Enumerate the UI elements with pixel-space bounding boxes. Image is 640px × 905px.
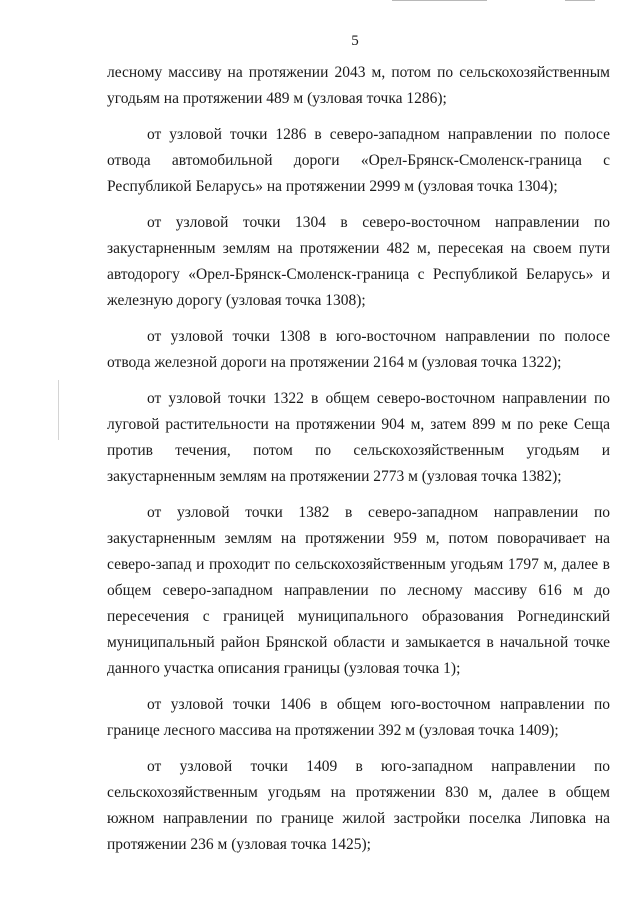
paragraph: от узловой точки 1322 в общем северо-восточном направлении по луговой растительности на протяжении 904 м, затем 899 м по реке Сеща против течения, потом по сельскохозяйственным угодьям и закустарненным землям на протяжении 2773 м (узловая точка 1382); — [107, 390, 610, 485]
paragraph: от узловой точки 1308 в юго-восточном направлении по полосе отвода железной дороги на протяжении 2164 м (узловая точка 1322); — [107, 328, 610, 371]
scan-edge-line — [392, 0, 487, 1]
scan-margin-mark — [58, 380, 59, 440]
paragraph: от узловой точки 1286 в северо-западном направлении по полосе отвода автомобильной дороги «Орел-Брянск-Смоленск-граница с Республикой Беларусь» на протяжении 2999 м (узловая точка 1304); — [107, 126, 610, 195]
paragraph: от узловой точки 1304 в северо-восточном направлении по закустарненным землям на протяжении 482 м, пересекая на своем пути автодорогу «Орел-Брянск-Смоленск-граница с Республикой Беларусь» и железную дорогу (узловая точка 1308); — [107, 214, 610, 309]
paragraph: от узловой точки 1409 в юго-западном направлении по сельскохозяйственным угодьям на протяжении 830 м, далее в общем южном направлении по границе жилой застройки поселка Липовка на протяжении 236 м (узловая точка 1425); — [107, 758, 610, 853]
scan-edge-line — [565, 0, 595, 1]
page-number: 5 — [351, 33, 359, 49]
paragraph: от узловой точки 1382 в северо-западном направлении по закустарненным землям на протяжении 959 м, потом поворачивает на северо-запад и проходит по сельскохозяйственным угодьям 1797 м, далее в общем северо-западном направлении по лесному массиву 616 м до пересечения с границей муниципального образования Рогнединский муниципальный район Брянской области и замыкается в начальной точке данного участка описания границы (узловая точка 1); — [107, 504, 610, 677]
paragraph: от узловой точки 1406 в общем юго-восточном направлении по границе лесного массива на протяжении 392 м (узловая точка 1409); — [107, 696, 610, 739]
paragraph: лесному массиву на протяжении 2043 м, потом по сельскохозяйственным угодьям на протяжении 489 м (узловая точка 1286); — [107, 64, 610, 107]
body-text — [107, 60, 610, 868]
